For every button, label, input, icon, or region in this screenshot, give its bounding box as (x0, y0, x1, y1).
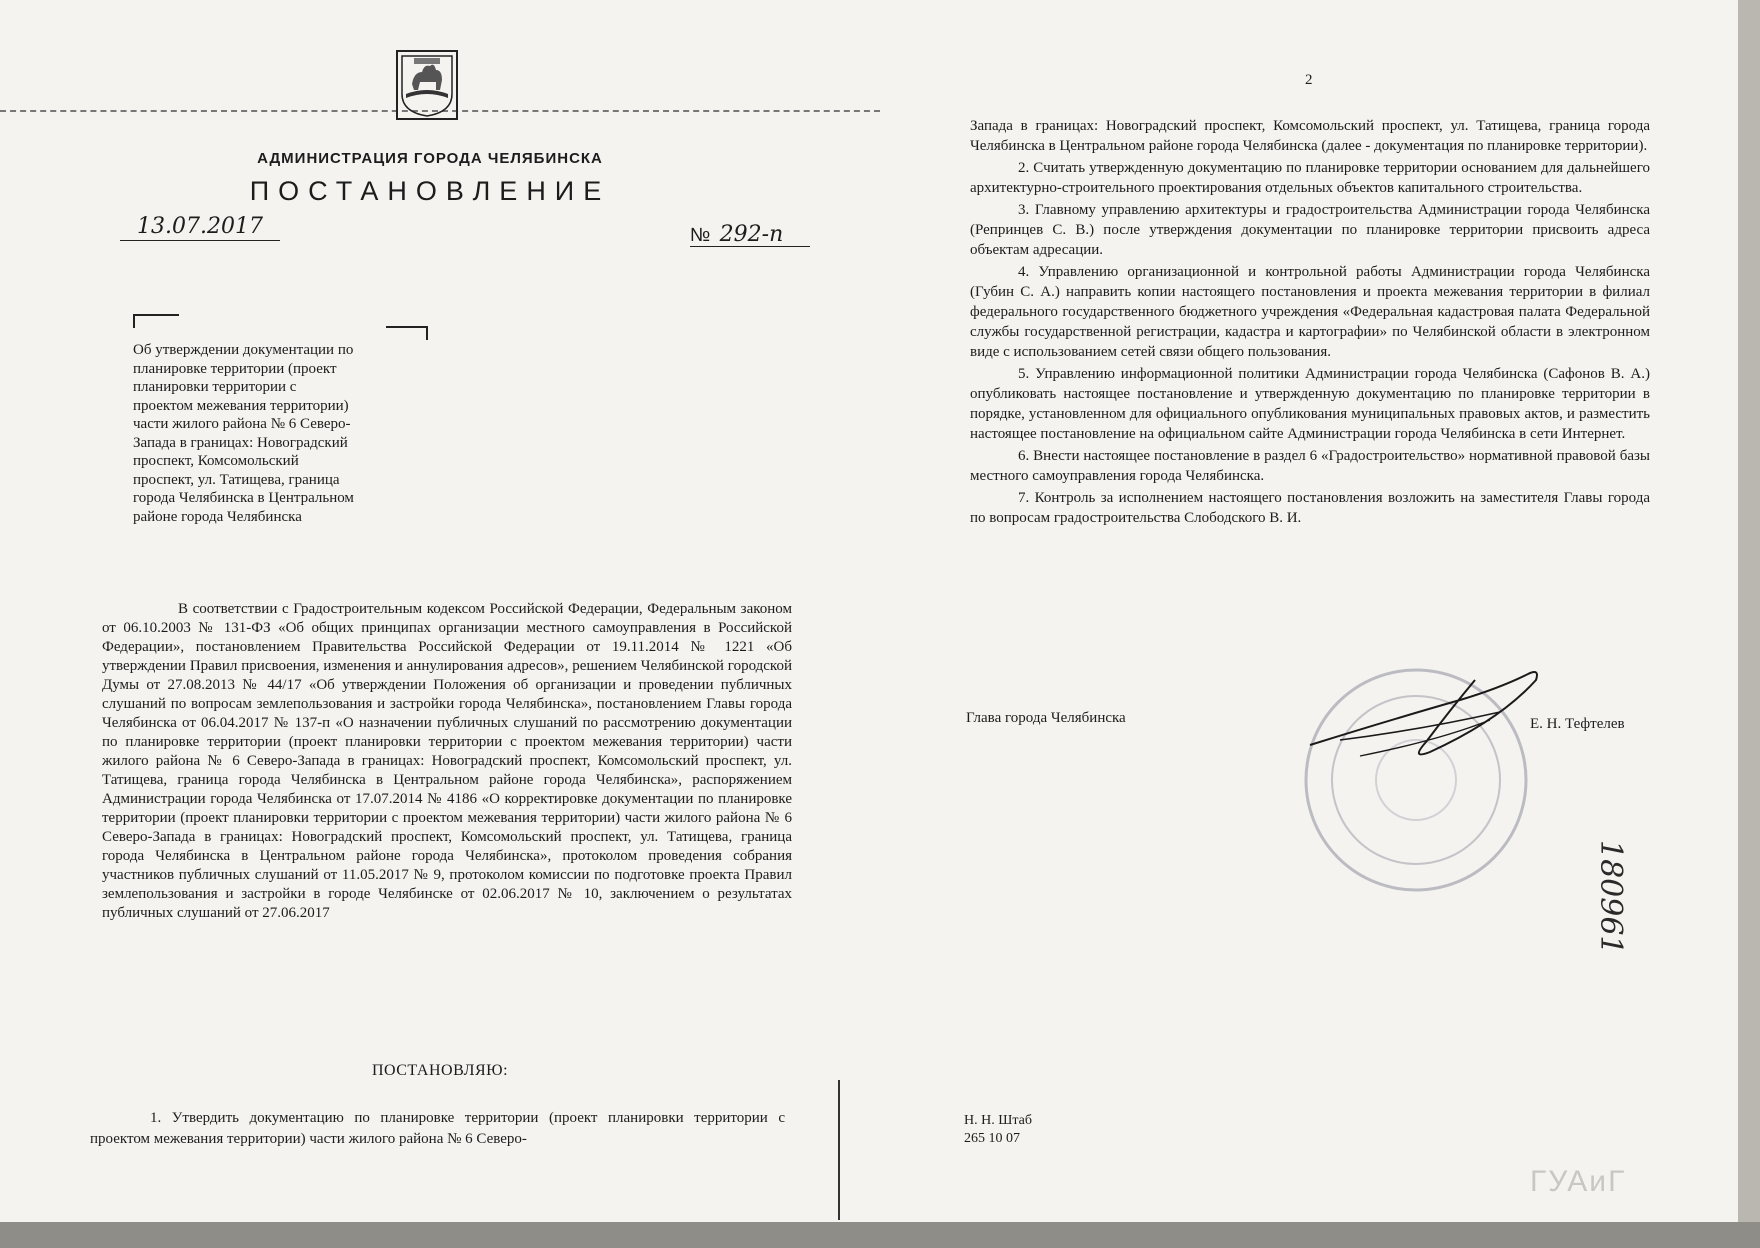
document-type-heading: ПОСТАНОВЛЕНИЕ (249, 176, 611, 206)
faint-department-stamp: ГУАиГ (1530, 1165, 1627, 1198)
scan-edge-right (1738, 0, 1760, 1248)
executor-block (964, 1112, 1032, 1148)
coat-of-arms-icon (396, 50, 458, 120)
signatory-role: Глава города Челябинска (966, 710, 1126, 726)
handwritten-date: 13.07.2017 (120, 214, 280, 241)
subject-line: города Челябинска в Центральном (133, 490, 354, 506)
subject-line: районе города Челябинска (133, 508, 302, 525)
administration-title: АДМИНИСТРАЦИЯ ГОРОДА ЧЕЛЯБИНСКА (257, 150, 603, 167)
item-5: 5. Управлению информационной политики Администрации города Челябинска (Сафонов В. А.) опубликовать настоящее постановление и утвержденную документацию по планировке территории в порядке, установленном для официального опубликования муниципальных правовых актов, и разместить настоящее постановление на официальном сайте Администрации города Челябинска в сети Интернет. (970, 366, 1650, 442)
item-7: 7. Контроль за исполнением настоящего постановления возложить на заместителя Главы города по вопросам градостроительства Слободского В. И. (970, 490, 1650, 526)
page-number: 2 (1305, 72, 1313, 88)
handwritten-side-note: 180961 (1593, 840, 1628, 955)
subject-line: Об утверждении документации по (133, 342, 354, 358)
subject-bracket-right (386, 326, 428, 340)
subject-bracket-left (133, 314, 179, 328)
resolve-heading: ПОСТАНОВЛЯЮ: (371, 1062, 509, 1079)
signatory-name: Е. Н. Тефтелев (1530, 716, 1625, 732)
item-2: 2. Считать утвержденную документацию по планировке территории основанием для дальнейшего архитектурно-строительного проектирования отдельных объектов капитального строительства. (970, 160, 1650, 196)
number-label: № (690, 225, 711, 246)
preamble-paragraph (102, 600, 792, 923)
scan-edge-bottom (0, 1222, 1760, 1248)
subject-line: планировки территории с (133, 379, 297, 395)
preamble-text: В соответствии с Градостроительным кодексом Российской Федерации, Федеральным законом от 06.10.2003 № 131-ФЗ «Об общих принципах организации местного самоуправления в Российской Федерации», постановлением Правительства Российской Федерации от 19.11.2014 № 1221 «Об утверждении Правил присвоения, изменения и аннулирования адресов», решением Челябинской городской Думы от 27.08.2013 № 44/17 «Об утверждении Положения об организации и проведении публичных слушаний по вопросам землепользования и застройки города Челябинска», постановлением Главы города Челябинска от 06.04.2017 № 137-п «О назначении публичных слушаний по рассмотрению документации по планировке территории (проект планировки территории с проектом межевания территории) части жилого района № 6 Северо-Запада в границах: Новоградский проспект, Комсомольский проспект, ул. Татищева, граница города Челябинска в Центральном районе города Челябинска», распоряжением Администрации города Челябинска от 17.07.2014 № 4186 «О корректировке документации по планировке территории (проект планировки территории с проектом межевания территории) части жилого района № 6 Северо-Запада в границах: Новоградский проспект, Комсомольский проспект, ул. Татищева, граница города Челябинска в Центральном районе города Челябинска», протоколом проведения собрания участников публичных слушаний от 11.05.2017 № 9, протоколом комиссии по подготовке проекта Правил землепользования и застройки в городе Челябинске от 02.06.2017 № 10, заключением о результатах публичных слушаний от 27.06.2017 (102, 601, 792, 921)
subject-line: проектом межевания территории) (133, 397, 349, 414)
item-4: 4. Управлению организационной и контрольной работы Администрации города Челябинска (Губин С. А.) направить копии настоящего постановления и проекта межевания территории в филиал федерального государственного бюджетного учреждения «Федеральная кадастровая палата Федеральной службы государственной регистрации, кадастра и картографии» по Челябинской области в электронном виде с использованием сетей связи общего пользования. (970, 264, 1650, 360)
subject-line: проспект, ул. Татищева, граница (133, 471, 340, 488)
executor-name: Н. Н. Штаб (964, 1113, 1032, 1128)
item-1-text: 1. Утвердить документацию по планировке территории (проект планировки территории с проектом межевания территории) части жилого района № 6 Северо- (90, 1110, 785, 1147)
document-number (690, 222, 810, 247)
item-1-continuation: Запада в границах: Новоградский проспект, Комсомольский проспект, ул. Татищева, граница города Челябинска в Центральном районе города Челябинска (далее - документация по планировке территории). (970, 118, 1650, 154)
item-6: 6. Внести настоящее постановление в раздел 6 «Градостроительство» нормативной правовой базы местного самоуправления города Челябинска. (970, 448, 1650, 484)
page-fold-line (838, 1080, 840, 1220)
subject-line: Запада в границах: Новоградский (133, 434, 348, 451)
item-1-start (90, 1108, 785, 1150)
subject-line: планировке территории (проект (133, 360, 337, 377)
item-3: 3. Главному управлению архитектуры и градостроительства Администрации города Челябинска (Репринцев С. В.) после утверждения документации по планировке территории присвоить адреса объектам адресации. (970, 202, 1650, 258)
signature-icon (1300, 660, 1560, 770)
handwritten-number: 292-п (719, 222, 784, 247)
executor-phone: 265 10 07 (964, 1131, 1020, 1146)
subject-block (133, 341, 411, 526)
subject-line: проспект, Комсомольский (133, 453, 299, 469)
right-page-text (970, 116, 1650, 530)
subject-line: части жилого района № 6 Северо- (133, 416, 351, 432)
